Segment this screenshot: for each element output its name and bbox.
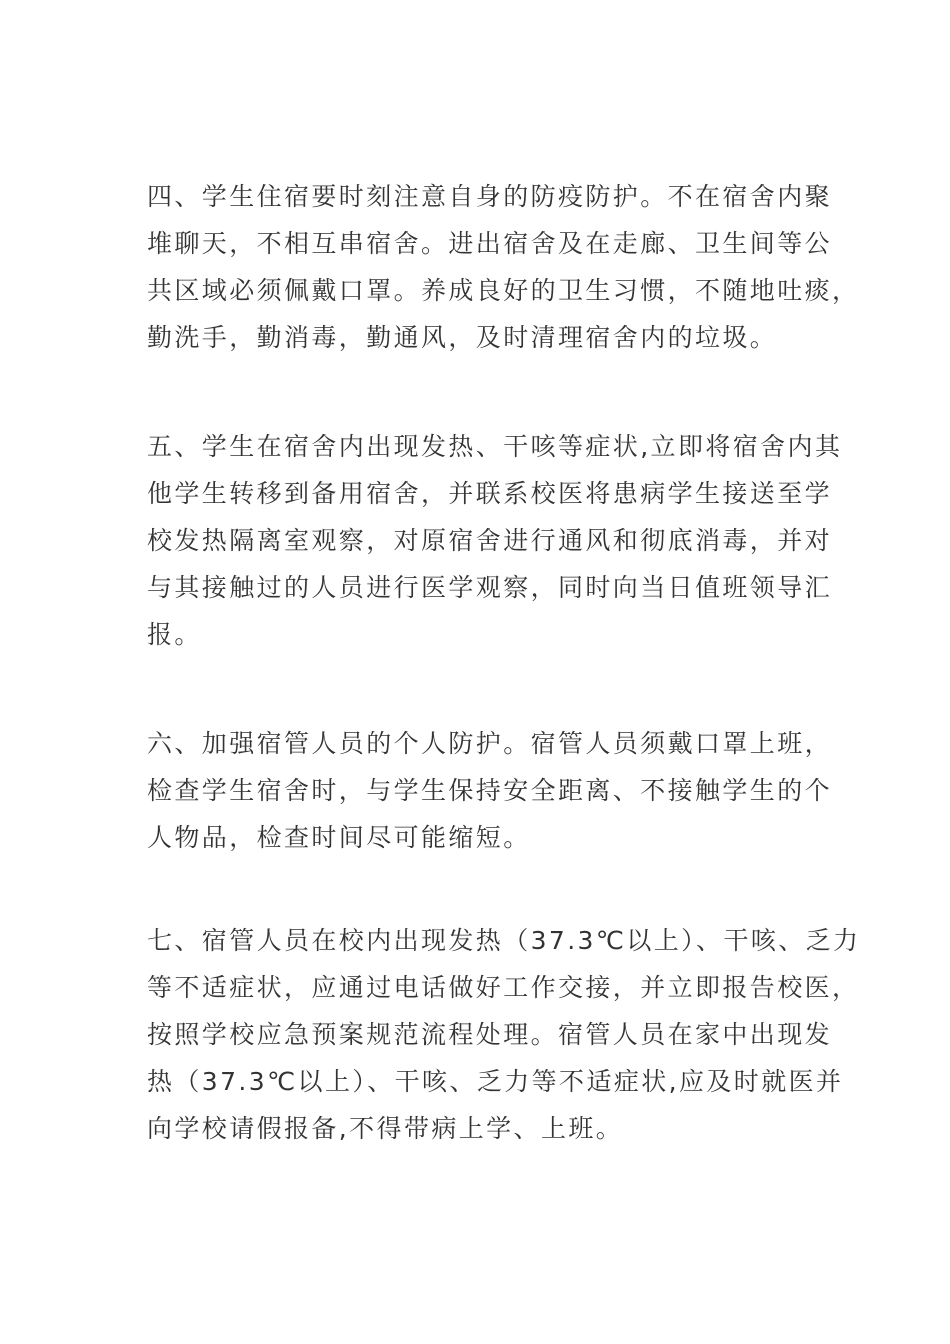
paragraph-line: 七、宿管人员在校内出现发热（37.3℃以上）、干咳、乏力 [147, 926, 861, 955]
paragraph-line: 向学校请假报备,不得带病上学、上班。 [147, 1114, 624, 1143]
paragraph-six [147, 720, 833, 861]
paragraph-line: 六、加强宿管人员的个人防护。宿管人员须戴口罩上班， [147, 729, 833, 758]
paragraph-line: 五、学生在宿舍内出现发热、干咳等症状,立即将宿舍内其 [147, 432, 843, 461]
paragraph-line: 四、学生住宿要时刻注意自身的防疫防护。不在宿舍内聚 [147, 182, 833, 211]
paragraph-line: 热（37.3℃以上）、干咳、乏力等不适症状,应及时就医并 [147, 1067, 844, 1096]
paragraph-line: 人物品，检查时间尽可能缩短。 [147, 823, 531, 852]
paragraph-five [147, 423, 843, 658]
paragraph-four [147, 173, 860, 361]
paragraph-seven [147, 917, 861, 1152]
paragraph-line: 他学生转移到备用宿舍，并联系校医将患病学生接送至学 [147, 479, 833, 508]
paragraph-line: 检查学生宿舍时，与学生保持安全距离、不接触学生的个 [147, 776, 833, 805]
paragraph-line: 按照学校应急预案规范流程处理。宿管人员在家中出现发 [147, 1020, 833, 1049]
paragraph-line: 与其接触过的人员进行医学观察，同时向当日值班领导汇 [147, 573, 833, 602]
paragraph-line: 勤洗手，勤消毒，勤通风，及时清理宿舍内的垃圾。 [147, 323, 778, 352]
paragraph-line: 堆聊天，不相互串宿舍。进出宿舍及在走廊、卫生间等公 [147, 229, 833, 258]
paragraph-line: 共区域必须佩戴口罩。养成良好的卫生习惯，不随地吐痰， [147, 276, 860, 305]
paragraph-line: 校发热隔离室观察，对原宿舍进行通风和彻底消毒，并对 [147, 526, 833, 555]
paragraph-line: 报。 [147, 620, 202, 649]
paragraph-line: 等不适症状，应通过电话做好工作交接，并立即报告校医， [147, 973, 860, 1002]
